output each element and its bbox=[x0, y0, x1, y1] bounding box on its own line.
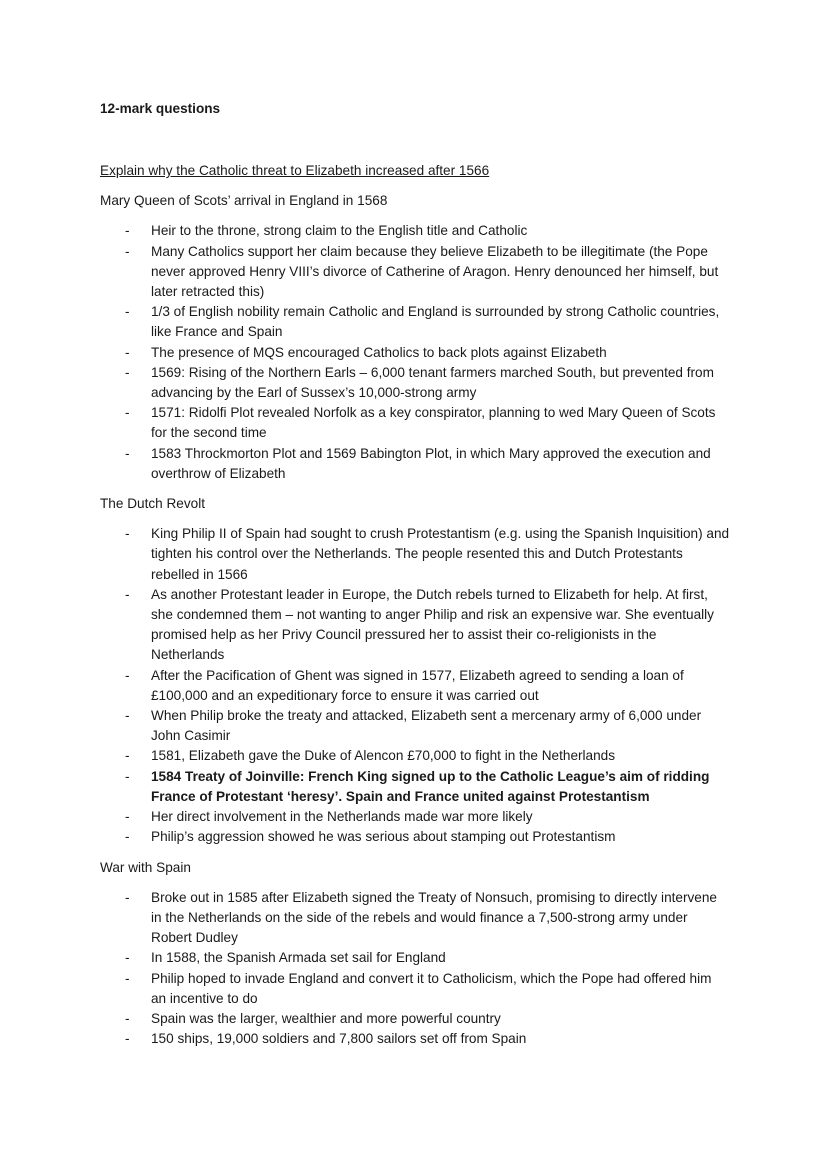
list-item: - 150 ships, 19,000 soldiers and 7,800 sailors set off from Spain bbox=[100, 1029, 730, 1049]
list-item: - After the Pacification of Ghent was signed in 1577, Elizabeth agreed to sending a loan of £100,000 and an expeditionary force to ensure it was carried out bbox=[125, 667, 684, 703]
list-item: - Broke out in 1585 after Elizabeth signed the Treaty of Nonsuch, promising to directly intervene in the Netherlands on the side of the rebels and would finance a 7,500-strong army under Robert Dudley bbox=[125, 889, 717, 946]
bullet-dash: - bbox=[125, 829, 130, 845]
bullet-list-mqs bbox=[100, 221, 730, 484]
bullet-dash: - bbox=[125, 405, 130, 421]
bullet-dash: - bbox=[125, 970, 130, 986]
document-title: 12-mark questions bbox=[100, 101, 221, 116]
section-heading-mqs: Mary Queen of Scots’ arrival in England in 1568 bbox=[100, 193, 388, 209]
list-item: - Her direct involvement in the Netherlands made war more likely bbox=[100, 807, 730, 827]
bullet-dash: - bbox=[125, 1031, 130, 1047]
bullet-dash: - bbox=[125, 1010, 130, 1026]
bullet-list-dutch-revolt bbox=[100, 524, 730, 847]
list-item: - 1/3 of English nobility remain Catholic and England is surrounded by strong Catholic countries, like France and Spain bbox=[125, 304, 720, 340]
bullet-dash: - bbox=[125, 586, 130, 602]
list-item: - 1571: Ridolfi Plot revealed Norfolk as a key conspirator, planning to wed Mary Queen of Scots for the second time bbox=[125, 405, 716, 441]
bullet-dash: - bbox=[125, 809, 130, 825]
bullet-list-war-with-spain bbox=[100, 888, 730, 1050]
bullet-dash: - bbox=[125, 708, 130, 724]
bullet-dash: - bbox=[125, 748, 130, 764]
bullet-dash: - bbox=[125, 667, 130, 683]
list-item: - When Philip broke the treaty and attacked, Elizabeth sent a mercenary army of 6,000 under John Casimir bbox=[125, 708, 702, 744]
bullet-dash: - bbox=[125, 445, 130, 461]
list-item: - King Philip II of Spain had sought to crush Protestantism (e.g. using the Spanish Inquisition) and tighten his control over the Netherlands. The people resented this and Dutch Protestants rebelled in 1566 bbox=[125, 526, 730, 582]
list-item: - In 1588, the Spanish Armada set sail for England bbox=[100, 948, 730, 968]
document-body bbox=[100, 99, 730, 1059]
section-heading-war-with-spain: War with Spain bbox=[100, 859, 191, 875]
list-item: - 1583 Throckmorton Plot and 1569 Babington Plot, in which Mary approved the execution and overthrow of Elizabeth bbox=[125, 445, 711, 481]
bullet-dash: - bbox=[125, 768, 130, 784]
bullet-dash: - bbox=[125, 889, 130, 905]
list-item: - Heir to the throne, strong claim to the English title and Catholic bbox=[100, 221, 730, 241]
bullet-dash: - bbox=[125, 223, 130, 239]
list-item: - Many Catholics support her claim because they believe Elizabeth to be illegitimate (the Pope never approved Henry VIII’s divorce of Catherine of Aragon. Henry denounced her himself, but later retracted this) bbox=[125, 243, 719, 300]
list-item: - 1569: Rising of the Northern Earls – 6,000 tenant farmers marched South, but prevented from advancing by the Earl of Sussex’s 10,000-strong army bbox=[125, 364, 714, 401]
bullet-dash: - bbox=[125, 304, 130, 320]
list-item: - The presence of MQS encouraged Catholics to back plots against Elizabeth bbox=[100, 343, 730, 363]
bullet-dash: - bbox=[125, 526, 130, 542]
list-item: - Spain was the larger, wealthier and more powerful country bbox=[100, 1009, 730, 1029]
bullet-dash: - bbox=[125, 364, 130, 380]
list-item: - Philip hoped to invade England and convert it to Catholicism, which the Pope had offered him an incentive to do bbox=[125, 970, 712, 1006]
list-item: - As another Protestant leader in Europe, the Dutch rebels turned to Elizabeth for help. At first, she condemned them – not wanting to anger Philip and risk an expensive war. She eventually promised help as her Privy Council pressured her to assist their co-religionists in the Netherlands bbox=[125, 586, 714, 663]
list-item: - 1581, Elizabeth gave the Duke of Alencon £70,000 to fight in the Netherlands bbox=[100, 746, 730, 766]
list-item-bold: - 1584 Treaty of Joinville: French King signed up to the Catholic League’s aim of ridding France of Protestant ‘heresy’. Spain and France united against Protestantism bbox=[125, 768, 710, 804]
section-heading-dutch-revolt: The Dutch Revolt bbox=[100, 496, 206, 512]
bullet-dash: - bbox=[125, 243, 130, 259]
question-heading: Explain why the Catholic threat to Elizabeth increased after 1566 bbox=[100, 163, 490, 178]
bullet-dash: - bbox=[125, 344, 130, 360]
list-item: - Philip’s aggression showed he was serious about stamping out Protestantism bbox=[100, 827, 730, 847]
bullet-dash: - bbox=[125, 950, 130, 966]
